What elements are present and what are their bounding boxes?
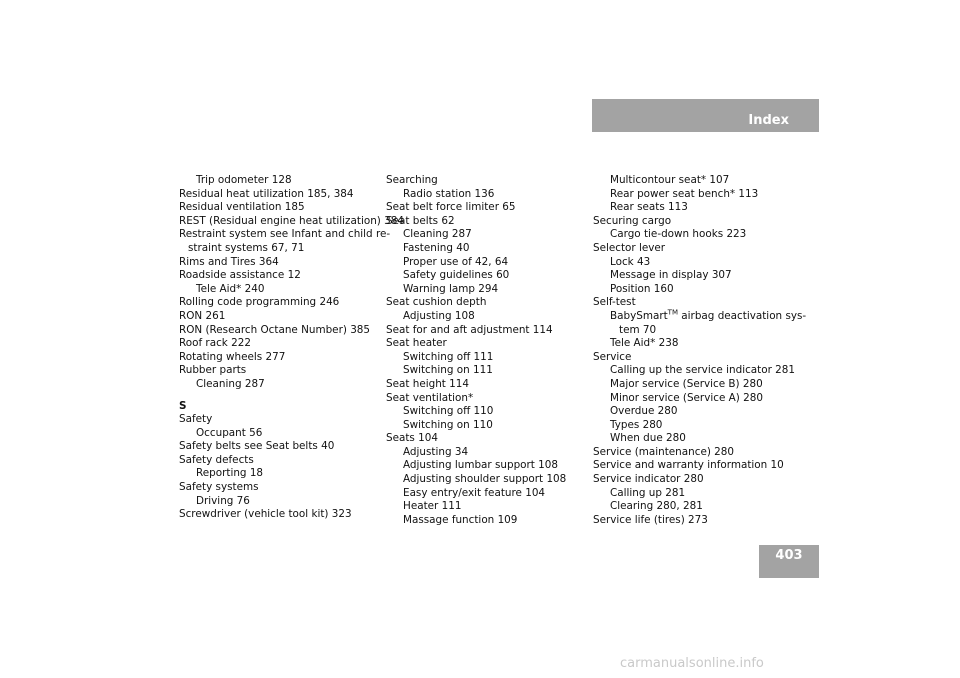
index-entry-text: tem 70 (619, 323, 657, 336)
index-entry-text: Rotating wheels 277 (179, 350, 286, 363)
index-entry (386, 188, 591, 202)
index-entry (386, 473, 591, 487)
index-entry-text: Rear power seat bench* 113 (610, 187, 759, 200)
index-entry-text: S (179, 399, 187, 412)
index-entry-text: Major service (Service B) 280 (610, 377, 763, 390)
index-entry-text: Switching off 110 (403, 405, 494, 418)
index-entry-text: Multicontour seat* 107 (610, 174, 730, 186)
index-entry-text: Heater 111 (403, 500, 462, 513)
index-entry (179, 174, 384, 188)
index-entry-text: Seat height 114 (386, 377, 469, 390)
index-entry (179, 351, 384, 365)
index-entry-text: Roof rack 222 (179, 337, 251, 350)
index-entry-text: RON (Research Octane Number) 385 (179, 323, 371, 336)
index-entry-text: Cargo tie-down hooks 223 (610, 228, 747, 241)
index-entry (386, 432, 591, 446)
index-entry (179, 378, 384, 392)
index-entry-text: Proper use of 42, 64 (403, 255, 509, 268)
index-entry (593, 392, 808, 406)
index-entry (179, 214, 404, 229)
index-entry (593, 296, 808, 310)
section-gap (179, 392, 384, 396)
index-entry (386, 378, 591, 392)
index-entry-text: Safety defects (179, 453, 254, 466)
index-entry (593, 378, 808, 392)
index-entry (593, 188, 808, 202)
index-entry-text: Self-test (593, 296, 636, 309)
index-entry-text: Service and warranty information 10 (593, 459, 784, 472)
index-entry-text: Occupant 56 (196, 426, 263, 439)
index-entry-text: Cleaning 287 (403, 228, 472, 241)
index-entry (179, 310, 384, 324)
index-column-2 (386, 174, 591, 527)
index-entry-text: Securing cargo (593, 214, 672, 227)
index-entry-text: Screwdriver (vehicle tool kit) 323 (179, 508, 352, 521)
index-entry-text: Service (maintenance) 280 (593, 445, 735, 458)
index-entry-text: Fastening 40 (403, 241, 470, 254)
index-entry-text: When due 280 (610, 432, 686, 445)
index-entry (386, 215, 591, 229)
index-entry (386, 310, 591, 324)
index-entry (593, 256, 808, 270)
index-entry-text: Selector lever (593, 241, 666, 254)
index-entry (386, 296, 591, 310)
index-entry-text: Calling up 281 (610, 486, 686, 499)
index-entry-text: Message in display 307 (610, 269, 732, 282)
page-number-tab (759, 545, 819, 578)
index-entry (179, 467, 384, 481)
index-entry-text: Seat for and aft adjustment 114 (386, 323, 553, 336)
index-entry (179, 242, 384, 256)
index-entry (386, 351, 591, 365)
index-entry-text: Switching on 111 (403, 364, 493, 377)
index-entry-text: Safety belts see Seat belts 40 (179, 440, 335, 453)
index-entry-text: Reporting 18 (196, 467, 264, 480)
index-column-1 (179, 174, 404, 522)
index-entry (386, 514, 591, 528)
index-entry-text: Restraint system see Infant and child re- (179, 228, 391, 241)
watermark: carmanualsonline.info (620, 656, 764, 671)
index-entry (593, 473, 808, 487)
index-entry (386, 392, 591, 406)
index-entry (179, 188, 384, 202)
index-entry-text: Rear seats 113 (610, 201, 688, 214)
index-entry-text: Seat cushion depth (386, 296, 487, 309)
index-entry-text: Service indicator 280 (593, 473, 704, 486)
index-entry-text: RON 261 (179, 309, 226, 322)
index-entry (593, 215, 808, 229)
index-entry (179, 324, 384, 338)
index-entry (593, 201, 808, 215)
index-entry (593, 283, 808, 297)
index-entry-text: Overdue 280 (610, 405, 678, 418)
index-entry-text: REST (Residual engine heat utilization) 384 (179, 214, 404, 227)
index-entry (593, 446, 808, 460)
index-entry-text: Residual ventilation 185 (179, 201, 305, 214)
index-entry-text: Seat ventilation* (386, 391, 474, 404)
index-entry (386, 487, 591, 501)
index-entry-text: Service (593, 350, 632, 363)
index-entry (386, 283, 591, 297)
index-entry (179, 481, 384, 495)
index-entry (179, 337, 384, 351)
index-entry (593, 242, 808, 256)
index-entry (179, 256, 384, 270)
index-entry (179, 427, 384, 441)
index-entry-text: Adjusting 34 (403, 445, 469, 458)
index-entry (593, 459, 808, 473)
index-entry (386, 405, 591, 419)
index-header-tab (592, 99, 819, 132)
index-entry (386, 337, 591, 351)
index-entry (593, 337, 808, 351)
index-entry-text: Radio station 136 (403, 187, 495, 200)
index-entry-text: airbag deactivation sys- (678, 309, 807, 322)
index-entry (179, 495, 384, 509)
index-entry-text: Safety systems (179, 481, 259, 494)
index-entry (179, 440, 384, 454)
index-entry-text: Searching (386, 174, 438, 186)
index-entry-text: Switching off 111 (403, 350, 494, 363)
index-entry (179, 364, 384, 378)
page-number: 403 (775, 548, 803, 563)
index-entry (593, 228, 808, 242)
index-entry (179, 413, 384, 427)
index-entry-text: Rubber parts (179, 364, 247, 377)
index-entry (386, 500, 591, 514)
index-entry (386, 419, 591, 433)
index-entry-text: Rims and Tires 364 (179, 255, 279, 268)
index-entry (386, 324, 591, 338)
index-entry (179, 283, 384, 297)
index-entry-text: Seat heater (386, 337, 447, 350)
index-entry (179, 228, 391, 242)
index-entry-text: straint systems 67, 71 (188, 241, 305, 254)
index-entry (386, 446, 591, 460)
index-entry (386, 256, 591, 270)
index-entry (593, 364, 808, 378)
index-entry (593, 351, 808, 365)
index-entry-text: Driving 76 (196, 494, 250, 507)
index-entry-text: Rolling code programming 246 (179, 296, 340, 309)
index-entry (386, 242, 591, 256)
index-entry (386, 174, 591, 188)
index-entry (386, 228, 591, 242)
index-entry-text: Seat belt force limiter 65 (386, 201, 516, 214)
index-column-3 (593, 174, 808, 527)
index-entry-text: Calling up the service indicator 281 (610, 364, 796, 377)
index-entry (593, 514, 808, 528)
index-entry (179, 296, 384, 310)
index-entry-text: Trip odometer 128 (196, 174, 292, 186)
index-entry-text: Massage function 109 (403, 513, 518, 526)
index-entry (593, 419, 808, 433)
index-entry-text: Minor service (Service A) 280 (610, 391, 763, 404)
index-entry (386, 364, 591, 378)
index-entry-text: Clearing 280, 281 (610, 500, 703, 513)
index-entry-text: Adjusting 108 (403, 309, 475, 322)
index-entry-text: Adjusting lumbar support 108 (403, 459, 559, 472)
index-entry (593, 324, 808, 338)
index-entry-text: Seat belts 62 (386, 214, 455, 227)
index-entry (179, 508, 384, 522)
index-entry (386, 269, 591, 283)
index-entry-text: Cleaning 287 (196, 377, 265, 390)
index-entry (179, 269, 384, 283)
index-entry (593, 405, 808, 419)
index-entry (386, 201, 591, 215)
index-entry-text: Seats 104 (386, 432, 438, 445)
index-entry-text: Service life (tires) 273 (593, 513, 708, 526)
index-entry (386, 459, 591, 473)
index-entry-text: Safety (179, 413, 213, 426)
index-entry-text: Position 160 (610, 282, 674, 295)
index-entry (593, 310, 808, 324)
index-entry-text: Residual heat utilization 185, 384 (179, 187, 354, 200)
trademark-superscript: TM (667, 308, 678, 317)
index-entry-text: Easy entry/exit feature 104 (403, 486, 546, 499)
index-entry-text: BabySmart (610, 309, 668, 322)
index-entry-text: Tele Aid* 240 (196, 282, 265, 295)
index-entry-text: Lock 43 (610, 255, 651, 268)
index-entry-text: Types 280 (610, 418, 663, 431)
index-entry (593, 174, 808, 188)
index-entry (593, 269, 808, 283)
index-entry-text: Adjusting shoulder support 108 (403, 473, 567, 486)
index-entry-text: Tele Aid* 238 (610, 337, 679, 350)
index-entry (593, 432, 808, 446)
index-entry (179, 454, 384, 468)
index-entry-text: Roadside assistance 12 (179, 269, 301, 282)
index-entry (179, 201, 384, 215)
index-entry-text: Safety guidelines 60 (403, 269, 510, 282)
index-title: Index (748, 113, 789, 128)
index-entry (593, 487, 808, 501)
index-entry-text: Switching on 110 (403, 418, 493, 431)
section-letter (179, 400, 384, 414)
index-entry (593, 500, 808, 514)
index-entry-text: Warning lamp 294 (403, 282, 499, 295)
